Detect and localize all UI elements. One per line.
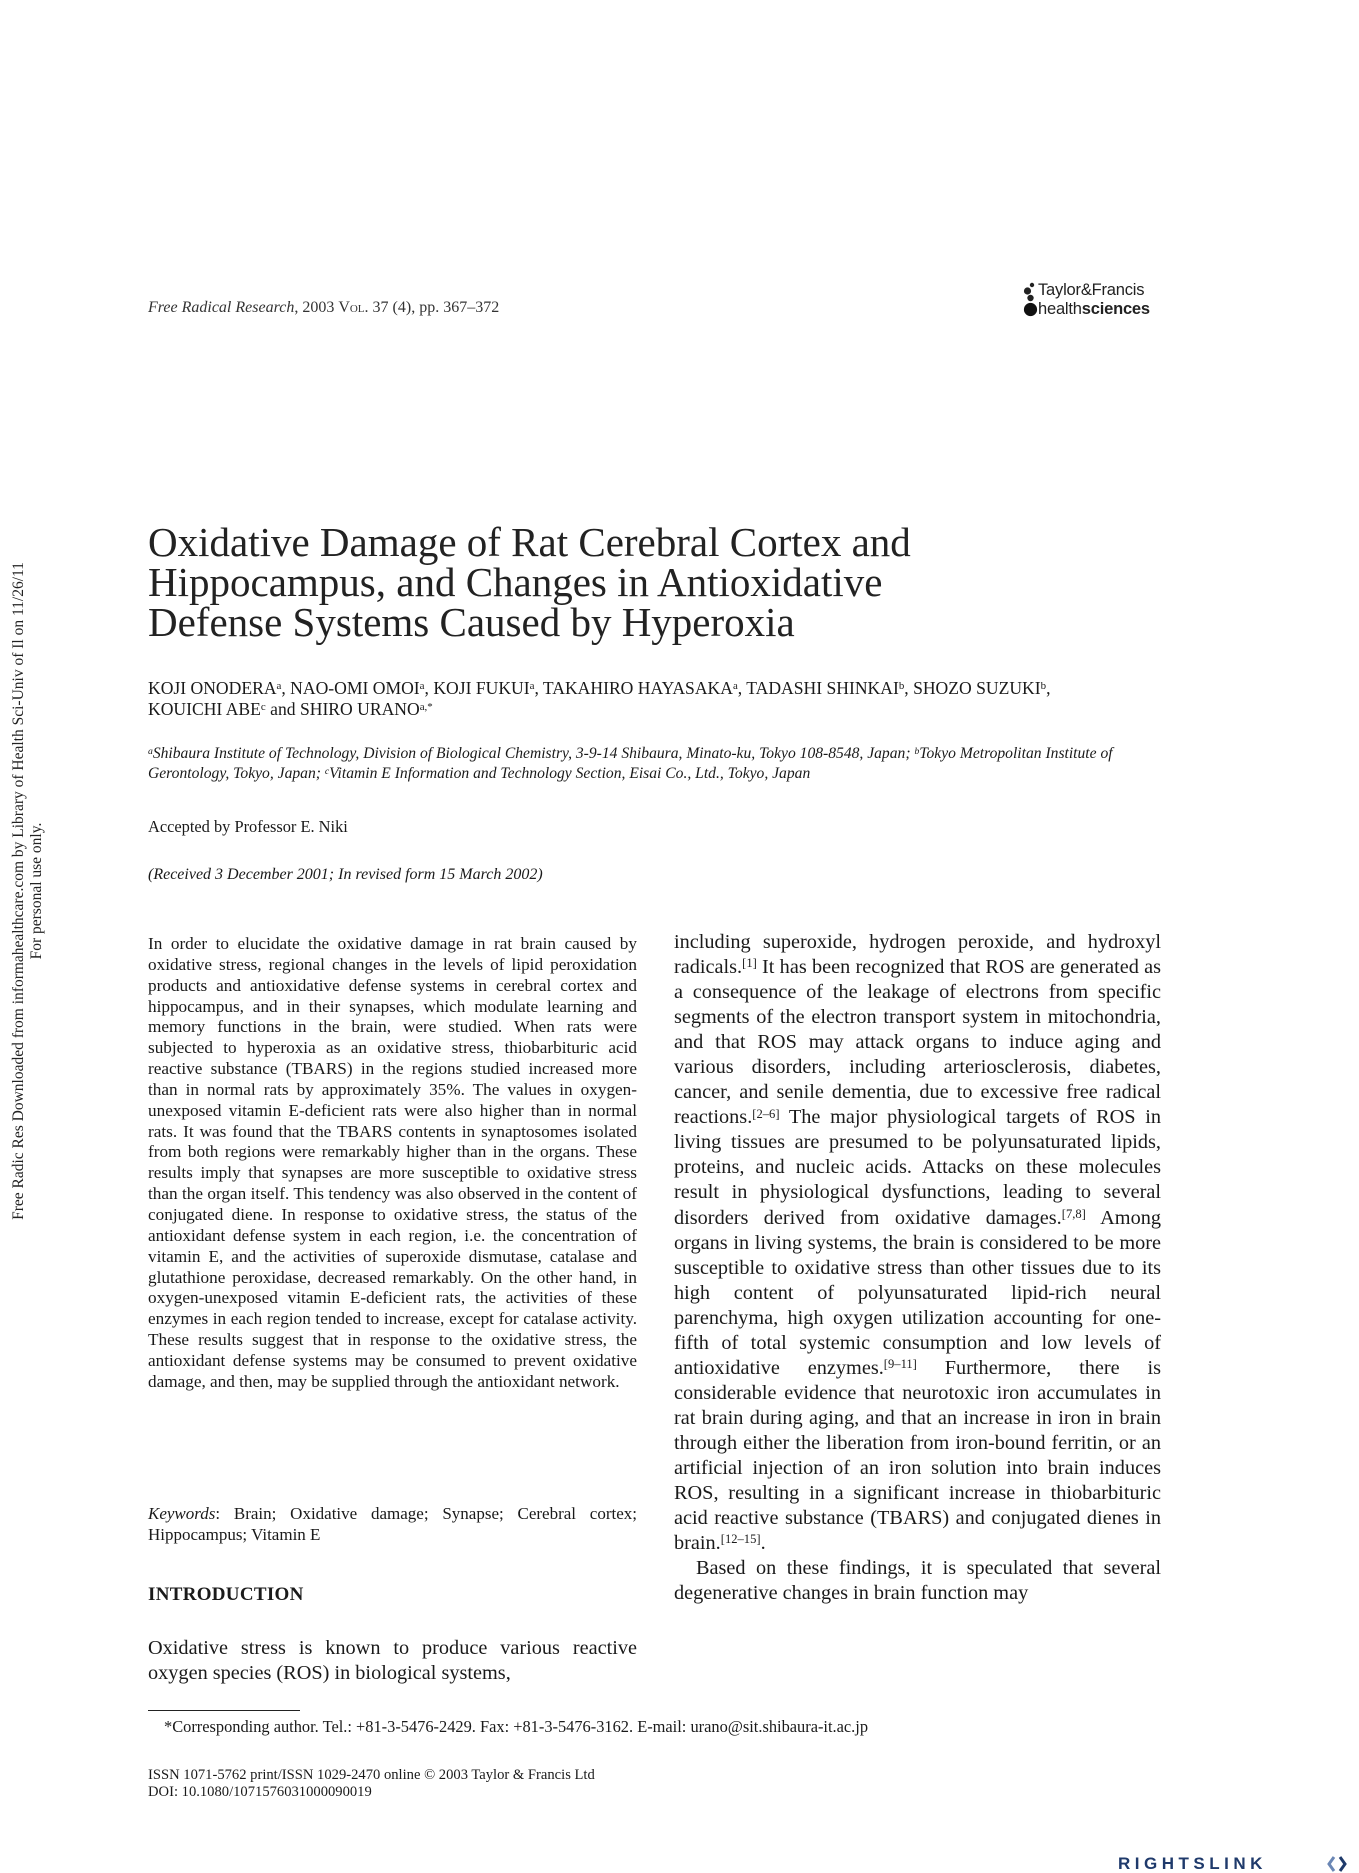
journal-citation: Free Radical Research, 2003 Vol. 37 (4), pp. 367–372: [148, 299, 500, 316]
rightslink-logo: [1118, 1855, 1350, 1873]
publisher-division: healthsciences: [1038, 300, 1150, 318]
download-note-line-2: For personal use only.: [28, 822, 45, 960]
introduction-text-left: Oxidative stress is known to produce various reactive oxygen species (ROS) in biological systems,: [148, 1637, 637, 1684]
title-line-2: Hippocampus, and Changes in Antioxidative: [148, 559, 883, 605]
publisher-logo: [1018, 282, 1168, 320]
volume-info: 37 (4), pp. 367–372: [372, 299, 500, 316]
title-line-3: Defense Systems Caused by Hyperoxia: [148, 599, 795, 645]
keywords: Keywords: Brain; Oxidative damage; Synapse; Cerebral cortex; Hippocampus; Vitamin E: [148, 1504, 637, 1544]
journal-name: Free Radical Research: [148, 299, 295, 316]
author-list: KOJI ONODERA$^a$, NAO-OMI OMOI$^a$, KOJI FUKUI$^a$, TAKAHIRO HAYASAKA$^a$, TADASHI SHINKAI$^b$, SHOZO SUZUKI$^b$, KOUICHI ABE$^c$ and SHIRO $URANO^{a,*}$: [148, 678, 1051, 719]
title-line-1: Oxidative Damage of Rat Cerebral Cortex and: [148, 519, 911, 565]
volume-label: Vol.: [338, 299, 369, 316]
rightslink-wordmark: RIGHTSLINK: [1118, 1854, 1267, 1873]
intro-paragraph-2: Based on these findings, it is speculated that several degenerative changes in brain function may: [674, 1557, 1161, 1605]
citation-1[interactable]: [1]: [742, 956, 757, 971]
download-note: [10, 541, 46, 1241]
article-title: [148, 519, 1168, 645]
affiliations: $^a$Shibaura Institute of Technology, Division of Biological Chemistry, 3-9-14 Shibaura, Minato-ku, Tokyo 108-8548, Japan; $^b$Tokyo Metropolitan Institute of Gerontology, Tokyo, Japan; $^c$Vitamin E Information and Technology Section, Eisai Co., Ltd., Tokyo, Japan: [148, 745, 1113, 782]
received-dates: (Received 3 December 2001; In revised form 15 March 2002): [148, 866, 543, 883]
citation-2[interactable]: [2–6]: [752, 1106, 780, 1121]
citation-5[interactable]: [12–15]: [720, 1532, 761, 1547]
issn-line: ISSN 1071-5762 print/ISSN 1029-2470 online © 2003 Taylor & Francis Ltd: [148, 1767, 595, 1783]
journal-year: 2003: [302, 299, 335, 316]
download-note-line-1: Free Radic Res Downloaded from informahealthcare.com by Library of Health Sci-Univ of Il on 11/26/11: [10, 562, 27, 1220]
issn-doi: [148, 1767, 595, 1801]
corresponding-author-footnote: *Corresponding author. Tel.: +81-3-5476-2429. Fax: +81-3-5476-3162. E-mail: urano@sit.shibaura-it.ac.jp: [164, 1717, 869, 1736]
citation-4[interactable]: [9–11]: [883, 1357, 917, 1372]
introduction-text-right: [674, 930, 1161, 1606]
section-heading-introduction: INTRODUCTION: [148, 1584, 304, 1605]
publisher-name: Taylor&Francis: [1038, 281, 1145, 299]
citation-3[interactable]: [7,8]: [1061, 1206, 1086, 1221]
abstract: In order to elucidate the oxidative damage in rat brain caused by oxidative stress, regional changes in the levels of lipid peroxidation products and antioxidative defense systems in cerebral cortex and hippocampus, and in their synapses, which modulate learning and memory functions in the brain, were studied. When rats were subjected to hyperoxia as an oxidative stress, thiobarbituric acid reactive substance (TBARS) in the regions studied increased more than in normal rats by approximately 35%. The values in oxygen-unexposed vitamin E-deficient rats were also higher than in normal rats. It was found that the TBARS contents in synaptosomes isolated from both regions were remarkably higher than in the organs. These results imply that synapses are more susceptible to oxidative stress than the organ itself. This tendency was also observed in the content of conjugated diene. In response to oxidative stress, the status of the antioxidant defense system in each region, i.e. the concentration of vitamin E, and the activities of superoxide dismutase, catalase and glutathione peroxidase, decreased remarkably. On the other hand, in oxygen-unexposed vitamin E-deficient rats, the activities of these enzymes in each region tended to increase, except for catalase activity. These results suggest that in response to the oxidative stress, the antioxidant defense systems may be consumed to prevent oxidative damage, and then, may be supplied through the antioxidant network.: [148, 934, 637, 1391]
footnote-rule: [148, 1710, 300, 1711]
doi-line: DOI: 10.1080/1071576031000090019: [148, 1784, 372, 1800]
intro-paragraph-1: including superoxide, hydrogen peroxide, and hydroxyl radicals.[1] It has been recognized that ROS are generated as a consequence of the leakage of electrons from specific segments of the electron transport system in mitochondria, and that ROS may attack organs to induce aging and various disorders, including arteriosclerosis, diabetes, cancer, and senile dementia, due to excessive free radical reactions.[2–6] The major physiological targets of ROS in living tissues are presumed to be polyunsaturated lipids, proteins, and nucleic acids. Attacks on these molecules result in physiological dysfunctions, leading to several disorders derived from oxidative damages.[7,8] Among organs in living systems, the brain is considered to be more susceptible to oxidative stress than other tissues due to its high content of polyunsaturated lipid-rich neural parenchyma, high oxygen utilization accounting for one-fifth of total systemic consumption and low levels of antioxidative enzymes.[9–11] Furthermore, there is considerable evidence that neurotoxic iron accumulates in rat brain during aging, and that an increase in iron in brain through either the liberation from iron-bound ferritin, or an artificial injection of an iron solution into brain induces ROS, resulting in a significant increase in thiobarbituric acid reactive substance (TBARS) and conjugated dienes in brain.[12–15].: [674, 931, 1162, 1555]
accepted-by: Accepted by Professor E. Niki: [148, 817, 348, 836]
